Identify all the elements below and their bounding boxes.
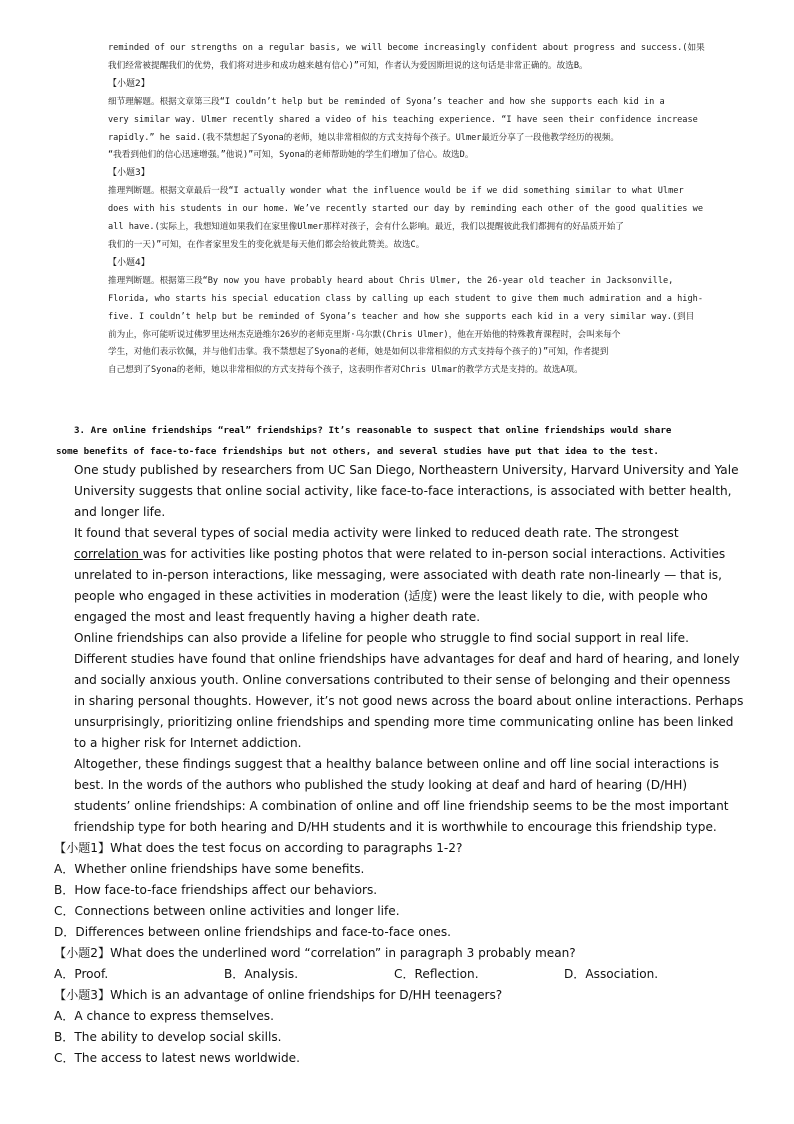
explanation-line: 学生，对他们表示钦佩，并与他们击掌。我不禁想起了Syona的老师，她是如何以非常相似的方式支持每个孩子的)”可知，作者提到 — [108, 347, 609, 358]
option-a: A．Proof. — [54, 967, 109, 981]
paragraph-2 — [54, 523, 744, 628]
option-c: C．Reflection. — [394, 967, 479, 981]
option-d: D．Differences between online friendships and face-to-face ones. — [54, 925, 451, 939]
option-c: C．Connections between online activities and longer life. — [54, 904, 400, 918]
option-d: D．Association. — [564, 967, 659, 981]
question-1: 【小题1】What does the test focus on according to paragraphs 1-2? — [54, 841, 463, 855]
option-b: B．Analysis. — [224, 967, 299, 981]
heading-line-1: 3. Are online friendships “real” friendships? It’s reasonable to suspect that online friendships would share — [74, 425, 672, 436]
explanation-line: five. I couldn’t help but be reminded of Syona’s teacher and how she supports each kid in a very similar way.(到目 — [108, 311, 695, 322]
option-c: C．The access to latest news worldwide. — [54, 1051, 300, 1065]
passage-heading — [56, 420, 756, 462]
question-3: 【小题3】Which is an advantage of online friendships for D/HH teenagers? — [54, 988, 503, 1002]
explanation-line: 我们经常被提醒我们的优势，我们将对进步和成功越来越有信心)”可知，作者认为爱因斯坦说的这句话是非常正确的。故选B。 — [108, 60, 588, 71]
paragraph-4: Altogether, these findings suggest that a healthy balance between online and off line social interactions is best. In the words of the authors who published the study looking at deaf and hard of hearing (D/HH) students’ online friendships: A combination of online and off line friendship seems to be the most important friendship type for both hearing and D/HH students and it is worthwhile to encourage this friendship type. — [74, 757, 729, 834]
explanation-line: does with his students in our home. We’ve recently started our day by reminding each other of the good qualities we — [108, 204, 703, 215]
explanation-line: 我们的一天)”可知，在作者家里发生的变化就是每天他们都会给彼此赞美。故选C。 — [108, 239, 425, 250]
explanation-line: “我看到他们的信心迅速增强。”他说)”可知，Syona的老师帮助她的学生们增加了信心。故选D。 — [108, 150, 474, 161]
explanation-line: all have.(实际上，我想知道如果我们在家里像Ulmer那样对孩子，会有什么影响。最近，我们以提醒彼此我们都拥有的好品质开始了 — [108, 222, 624, 233]
option-a: A．A chance to express themselves. — [54, 1009, 274, 1023]
option-b: B．How face-to-face friendships affect our behaviors. — [54, 883, 378, 897]
question-block — [54, 838, 744, 1069]
explanation-line: rapidly.” he said.(我不禁想起了Syona的老师，她以非常相似的方式支持每个孩子。Ulmer最近分享了一段他教学经历的视频。 — [108, 132, 619, 143]
option-b: B．The ability to develop social skills. — [54, 1030, 282, 1044]
paragraph-3: Online friendships can also provide a lifeline for people who struggle to find social support in real life. Different studies have found that online friendships have advantages for deaf and hard of hearing, and lonely and socially anxious youth. Online conversations contributed to their sense of belonging and their openness in sharing personal thoughts. However, it’s not good news across the board about online interactions. Perhaps unsurprisingly, prioritizing online friendships and spending more time communicating online has been linked to a higher risk for Internet addiction. — [74, 631, 744, 750]
explanation-line: reminded of our strengths on a regular basis, we will become increasingly confident about progress and success.(如果 — [108, 43, 705, 53]
question-tag: 【小题4】 — [108, 257, 150, 268]
paragraph-1: One study published by researchers from UC San Diego, Northeastern University, Harvard University and Yale University suggests that online social activity, like face-to-face interactions, is associated with better health, and longer life. — [74, 463, 739, 519]
underlined-word: correlation — [74, 547, 143, 561]
explanation-line: 推理判断题。根据文章最后一段“I actually wonder what the influence would be if we did something similar to what Ulmer — [108, 186, 684, 197]
explanation-line: 自己想到了Syona的老师，她以非常相似的方式支持每个孩子，这表明作者对Chris Ulmar的教学方式是支持的。故选A项。 — [108, 365, 583, 376]
question-tag: 【小题2】 — [108, 78, 150, 89]
explanation-line: very similar way. Ulmer recently shared a video of his teaching experience. “I have seen their confidence increase — [108, 114, 698, 125]
explanation-line: 推理判断题。根据第三段“By now you have probably heard about Chris Ulmer, the 26-year old teacher in Jacksonville, — [108, 275, 674, 286]
question-tag: 【小题3】 — [108, 168, 150, 179]
answer-explanation-block — [108, 40, 728, 380]
question-2-options — [54, 964, 744, 985]
option-a: A．Whether online friendships have some benefits. — [54, 862, 365, 876]
heading-line-2: some benefits of face-to-face friendships but not others, and several studies have put that idea to the test. — [56, 446, 659, 457]
paragraph-2-end: was for activities like posting photos that were related to in-person social interactions. Activities unrelated to in-person interactions, like messaging, were associated with death rate non-linearly — that is, people who engaged in these activities in moderation (适度) were the least likely to die, with people who engaged the most and least frequently having a higher death rate. — [74, 547, 726, 624]
explanation-line: 细节理解题。根据文章第三段“I couldn’t help but be reminded of Syona’s teacher and how she supports each kid in a — [108, 96, 665, 107]
paragraph-2-start: It found that several types of social media activity were linked to reduced death rate. The strongest — [74, 526, 679, 540]
explanation-line: Florida, who starts his special education class by calling up each student to give them much admiration and a high- — [108, 293, 703, 304]
explanation-line: 前为止，你可能听说过佛罗里达州杰克逊维尔26岁的老师克里斯·乌尔默(Chris Ulmer)，他在开始他的特殊教育课程时，会叫来每个 — [108, 329, 621, 340]
question-2: 【小题2】What does the underlined word “correlation” in paragraph 3 probably mean? — [54, 946, 576, 960]
reading-passage — [54, 460, 744, 838]
